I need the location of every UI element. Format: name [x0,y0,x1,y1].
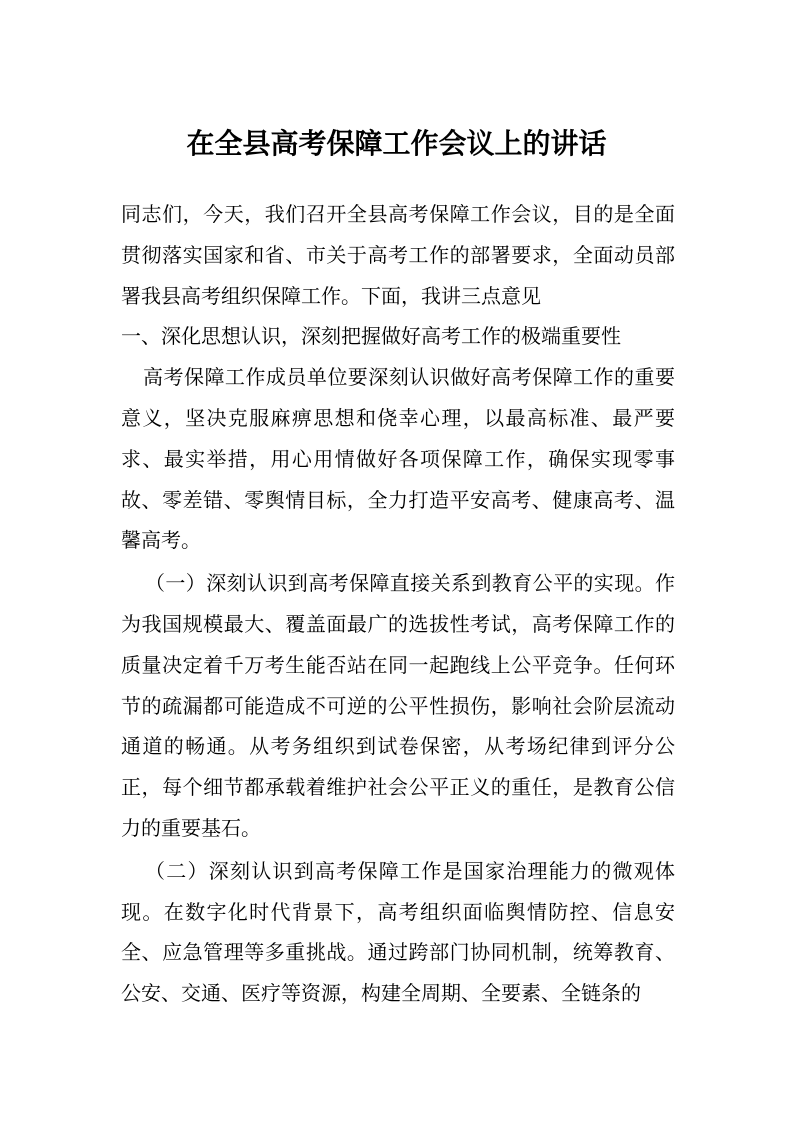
section-heading-1: 一、深化思想认识，深刻把握做好高考工作的极端重要性 [121,324,621,349]
document-title: 在全县高考保障工作会议上的讲话 [186,127,607,160]
paragraph-section-1-intro: 高考保障工作成员单位要深刻认识做好高考保障工作的重要意义，坚决克服麻痹思想和侥幸心理，以最高标准、最严要求、最实举措，用心用情做好各项保障工作，确保实现零事故、零差错、零舆情目标，全力打造平安高考、健康高考、温馨高考。 [121,365,675,553]
paragraph-opening: 同志们，今天，我们召开全县高考保障工作会议，目的是全面贯彻落实国家和省、市关于高考工作的部署要求，全面动员部署我县高考组织保障工作。下面，我讲三点意见 [121,202,675,308]
paragraph-subsection-1: （一）深刻认识到高考保障直接关系到教育公平的实现。作为我国规模最大、覆盖面最广的选拔性考试，高考保障工作的质量决定着千万考生能否站在同一起跑线上公平竞争。任何环节的疏漏都可能造成不可逆的公平性损伤，影响社会阶层流动通道的畅通。从考务组织到试卷保密，从考场纪律到评分公正，每个细节都承载着维护社会公平正义的重任，是教育公信力的重要基石。 [121,571,675,840]
document-body [121,194,675,1014]
paragraph-subsection-2: （二）深刻认识到高考保障工作是国家治理能力的微观体现。在数字化时代背景下，高考组织面临舆情防控、信息安全、应急管理等多重挑战。通过跨部门协同机制，统筹教育、公安、交通、医疗等资源，构建全周期、全要素、全链条的 [121,858,675,1006]
